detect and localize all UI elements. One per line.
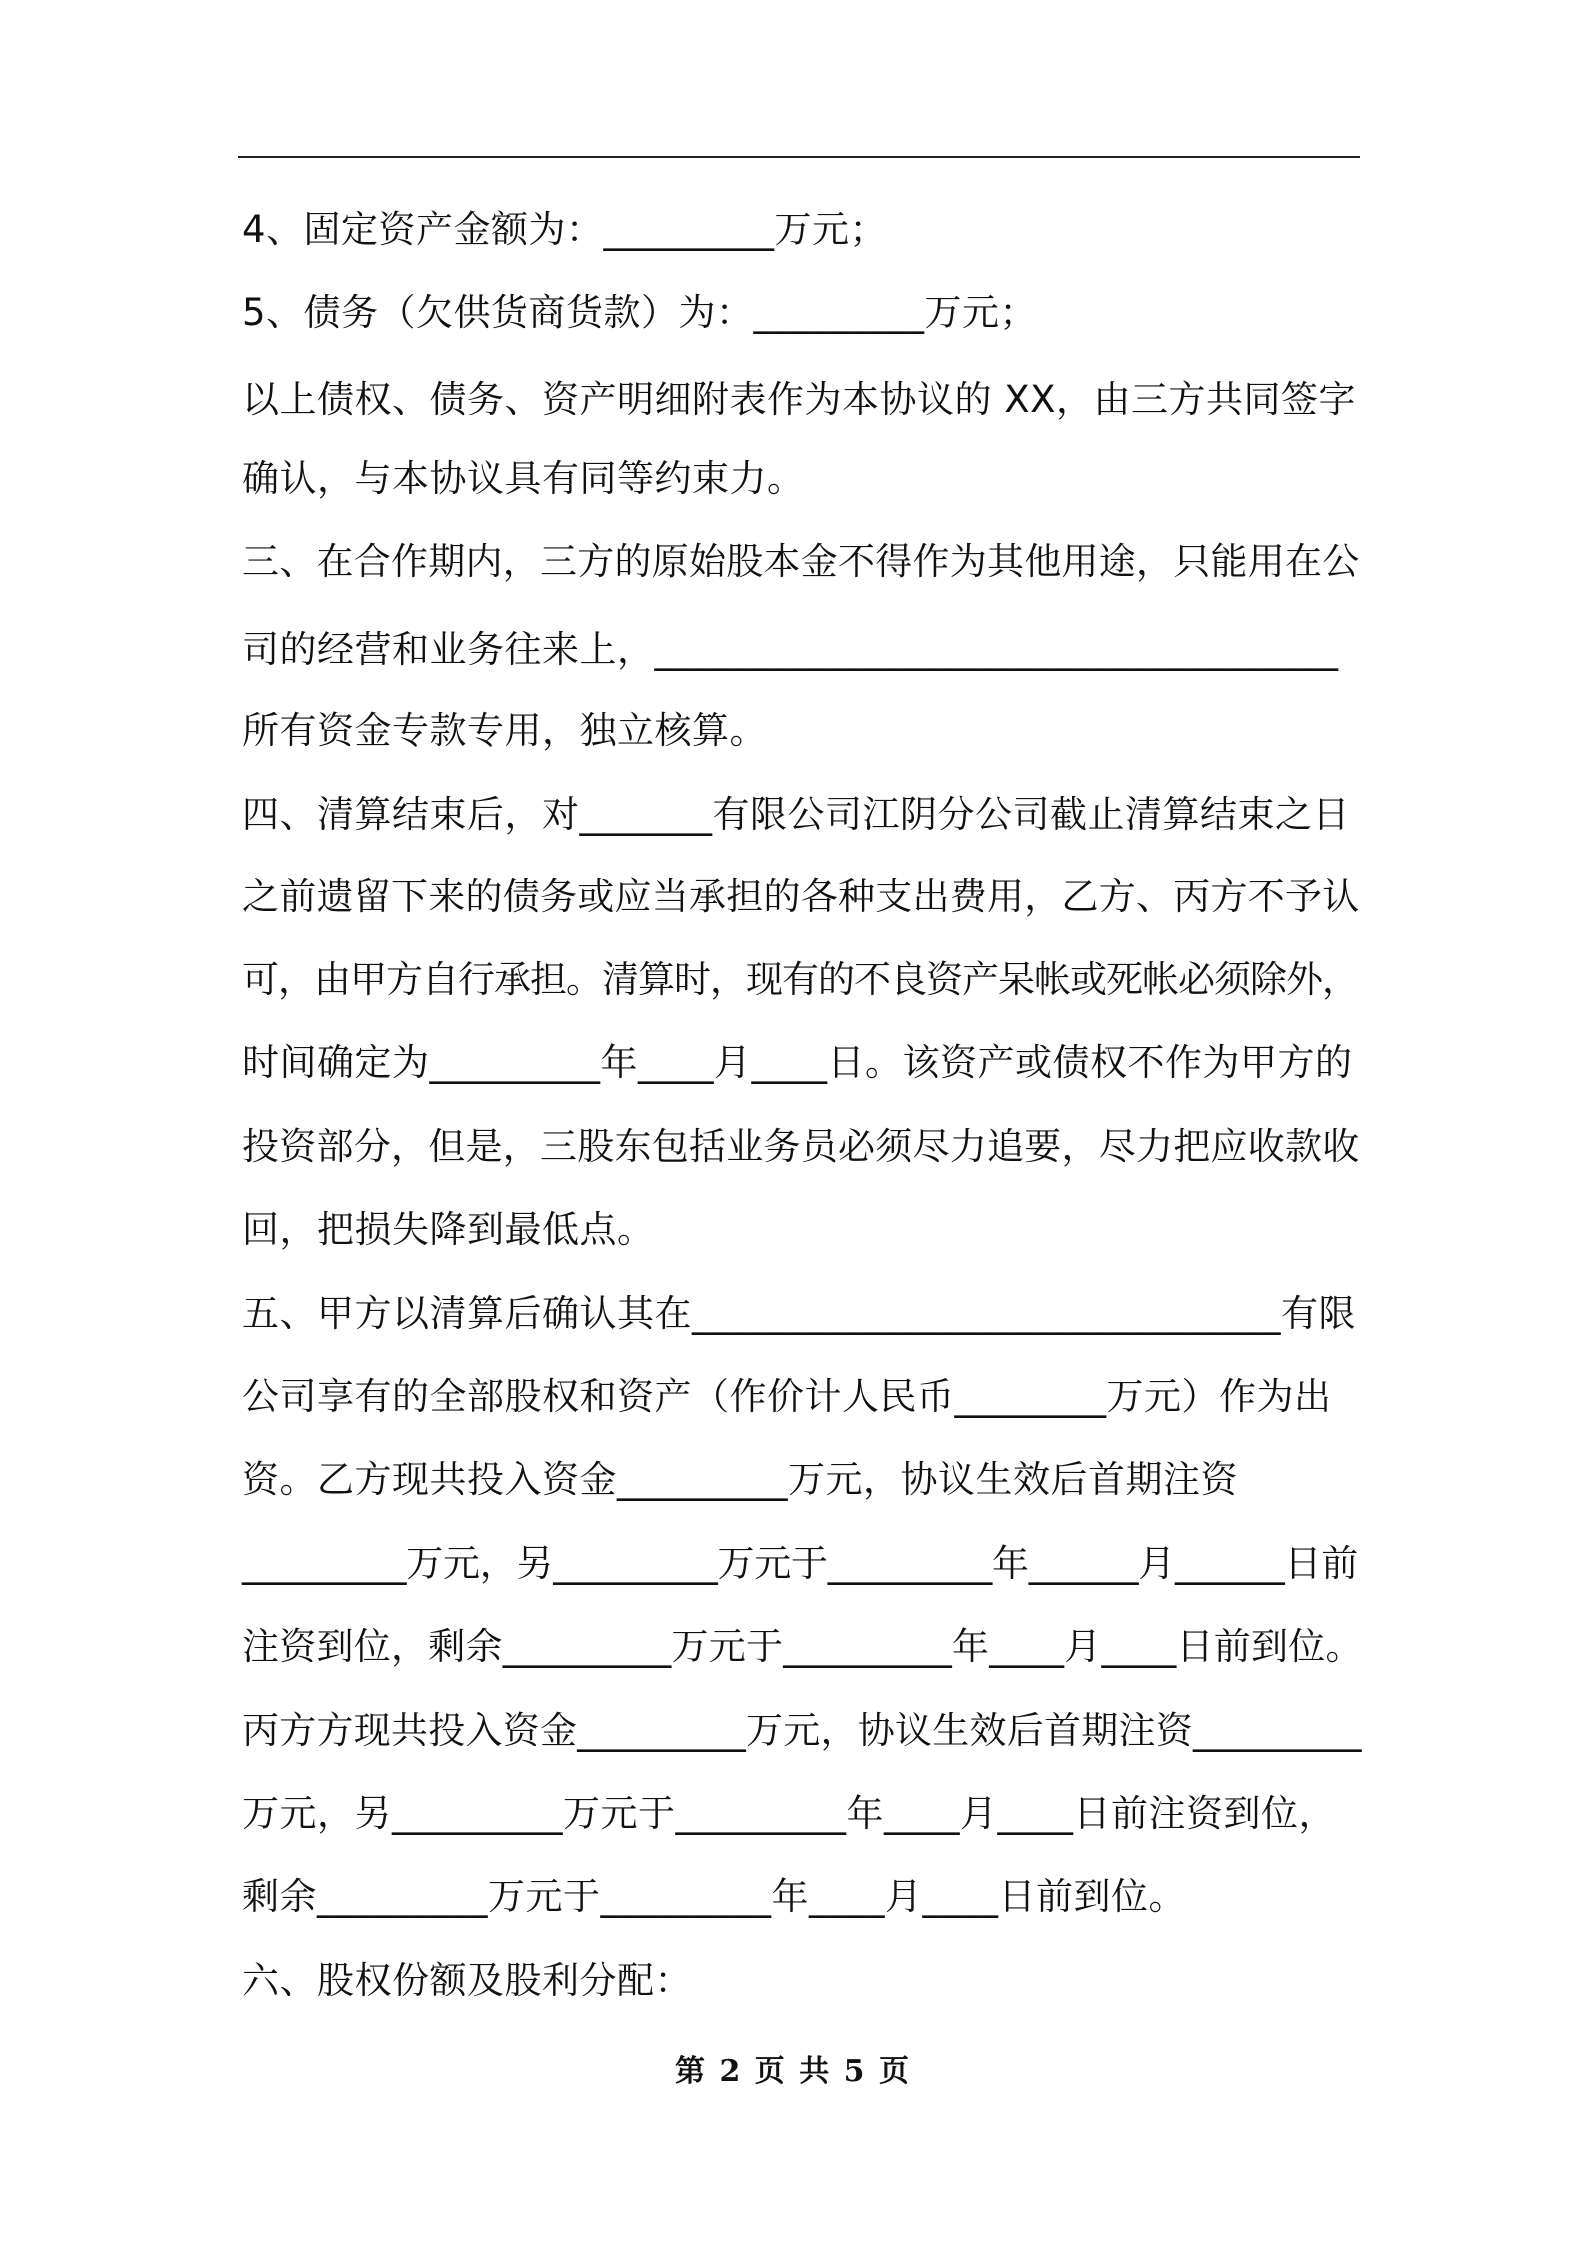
header-rule xyxy=(238,156,1360,158)
text-line: 可，由甲方自行承担。清算时，现有的不良资产呆帐或死帐必须除外， xyxy=(242,958,1358,1001)
text-line: 5、债务（欠供货商货款）为：_________万元； xyxy=(242,291,1038,334)
text-line: 之前遗留下来的债务或应当承担的各种支出费用，乙方、丙方不予认 xyxy=(242,875,1360,918)
text-line: 六、股权份额及股利分配： xyxy=(242,1959,692,2002)
text-line: 所有资金专款专用，独立核算。 xyxy=(242,709,767,752)
text-line: 公司享有的全部股权和资产（作价计人民币________万元）作为出 xyxy=(242,1375,1332,1418)
text-line: _________万元，另_________万元于_________年______月______日前 xyxy=(242,1542,1358,1585)
text-line: 以上债权、债务、资产明细附表作为本协议的 XX，由三方共同签字 xyxy=(242,378,1356,421)
text-line: 资。乙方现共投入资金_________万元，协议生效后首期注资 xyxy=(242,1458,1238,1501)
text-line: 剩余_________万元于_________年____月____日前到位。 xyxy=(242,1875,1186,1918)
text-line: 注资到位，剩余_________万元于_________年____月____日前到位。 xyxy=(242,1625,1363,1668)
text-line: 时间确定为_________年____月____日。该资产或债权不作为甲方的 xyxy=(242,1041,1353,1084)
text-line: 万元，另_________万元于_________年____月____日前注资到位， xyxy=(242,1792,1336,1835)
text-line: 投资部分，但是，三股东包括业务员必须尽力追要，尽力把应收款收 xyxy=(242,1125,1360,1168)
text-line: 丙方方现共投入资金_________万元，协议生效后首期注资_________ xyxy=(242,1709,1362,1752)
text-line: 四、清算结束后，对_______有限公司江阴分公司截止清算结束之日 xyxy=(242,793,1350,836)
text-line: 确认，与本协议具有同等约束力。 xyxy=(242,457,805,500)
text-line: 回，把损失降到最低点。 xyxy=(242,1208,655,1251)
text-line: 司的经营和业务往来上，____________________________________ xyxy=(242,628,1339,671)
text-line: 五、甲方以清算后确认其在_______________________________有限 xyxy=(242,1292,1356,1335)
page-number-footer: 第 2 页 共 5 页 xyxy=(675,2054,911,2089)
text-line: 4、固定资产金额为：_________万元； xyxy=(242,208,888,251)
text-line: 三、在合作期内，三方的原始股本金不得作为其他用途，只能用在公 xyxy=(242,540,1360,583)
